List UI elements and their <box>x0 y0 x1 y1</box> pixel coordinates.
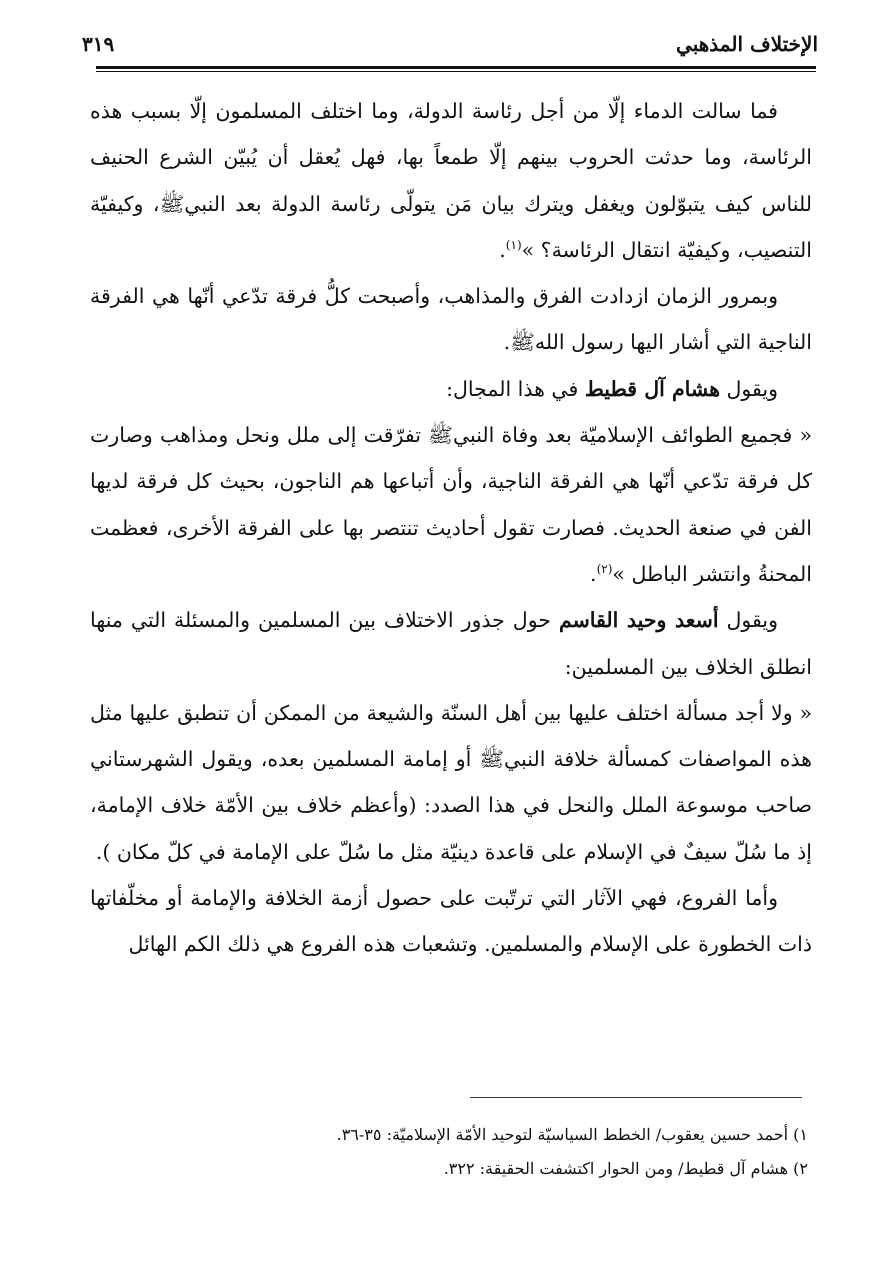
page-header <box>82 28 818 62</box>
page-number: ٣١٩ <box>82 32 115 56</box>
footnote-2: ٢) هشام آل قطيط/ ومن الحوار اكتشفت الحقيقة: ٣٢٢. <box>443 1159 808 1178</box>
quote-2: « ولا أجد مسألة اختلف عليها بين أهل السنّة والشيعة من الممكن أن تنطبق عليها مثل هذه المواصفات كمسألة خلافة النبيﷺ أو إمامة المسلمين بعده، ويقول الشهرستاني صاحب موسوعة الملل والنحل في هذا الصدد: (وأعظم خلاف بين الأمّة خلاف الإمامة، إذ ما سُلّ سيفٌ في الإسلام على قاعدة دينيّة مثل ما سُلّ على الإمامة في كلّ مكان ). <box>90 700 812 864</box>
footnotes <box>90 1118 812 1186</box>
paragraph-1: فما سالت الدماء إلّا من أجل رئاسة الدولة، وما اختلف المسلمون إلّا بسبب هذه الرئاسة، وما حدثت الحروب بينهم إلّا طمعاً بها، فهل يُعقل أن يُبيّن الشرع الحنيف للناس كيف يتبوّلون ويغفل ويترك بيان مَن يتولّى رئاسة الدولة بعد النبيﷺ، وكيفيّة التنصيب، وكيفيّة انتقال الرئاسة؟ »$^{(١)}$. <box>90 99 812 262</box>
quote-1: « فجميع الطوائف الإسلاميّة بعد وفاة النبيﷺ تفرّقت إلى ملل ونحل ومذاهب وصارت كل فرقة تدّعي أنّها هي الفرقة الناجية، وأن أتباعها هم الناجون، بحيث كل فرقة لديها الفن في صنعة الحديث. فصارت تقول أحاديث تنتصر بها على الفرقة الأخرى، فعظمت المحنةُ وانتشر الباطل »$^{(٢)}$. <box>90 423 812 586</box>
paragraph-3: ويقول هشام آل قطيط في هذا المجال: <box>446 376 778 401</box>
header-rule-thin <box>96 71 816 72</box>
author-name-asaad: أسعد وحيد القاسم <box>558 608 719 633</box>
footnote-ref-2: (٢) <box>596 562 613 577</box>
header-rule <box>96 66 816 69</box>
paragraph-2: وبمرور الزمان ازدادت الفرق والمذاهب، وأصبحت كلُّ فرقة تدّعي أنّها هي الفرقة الناجية التي أشار اليها رسول اللهﷺ. <box>90 284 812 355</box>
author-name-hisham: هشام آل قطيط <box>584 376 721 401</box>
paragraph-4: ويقول أسعد وحيد القاسم حول جذور الاختلاف بين المسلمين والمسئلة التي منها انطلق الخلاف بين المسلمين: <box>90 608 812 679</box>
footnote-separator <box>470 1097 802 1098</box>
footnote-ref-1: (١) <box>505 238 522 253</box>
running-title: الإختلاف المذهبي <box>676 32 818 56</box>
paragraph-5: وأما الفروع، فهي الآثار التي ترتّبت على حصول أزمة الخلافة والإمامة أو مخلّفاتها ذات الخطورة على الإسلام والمسلمين. وتشعبات هذه الفروع هي ذلك الكم الهائل <box>90 886 812 957</box>
footnote-1: ١) أحمد حسين يعقوب/ الخطط السياسيّة لتوحيد الأمّة الإسلاميّة: ٣٥-٣٦. <box>336 1125 808 1144</box>
main-text <box>90 88 812 968</box>
